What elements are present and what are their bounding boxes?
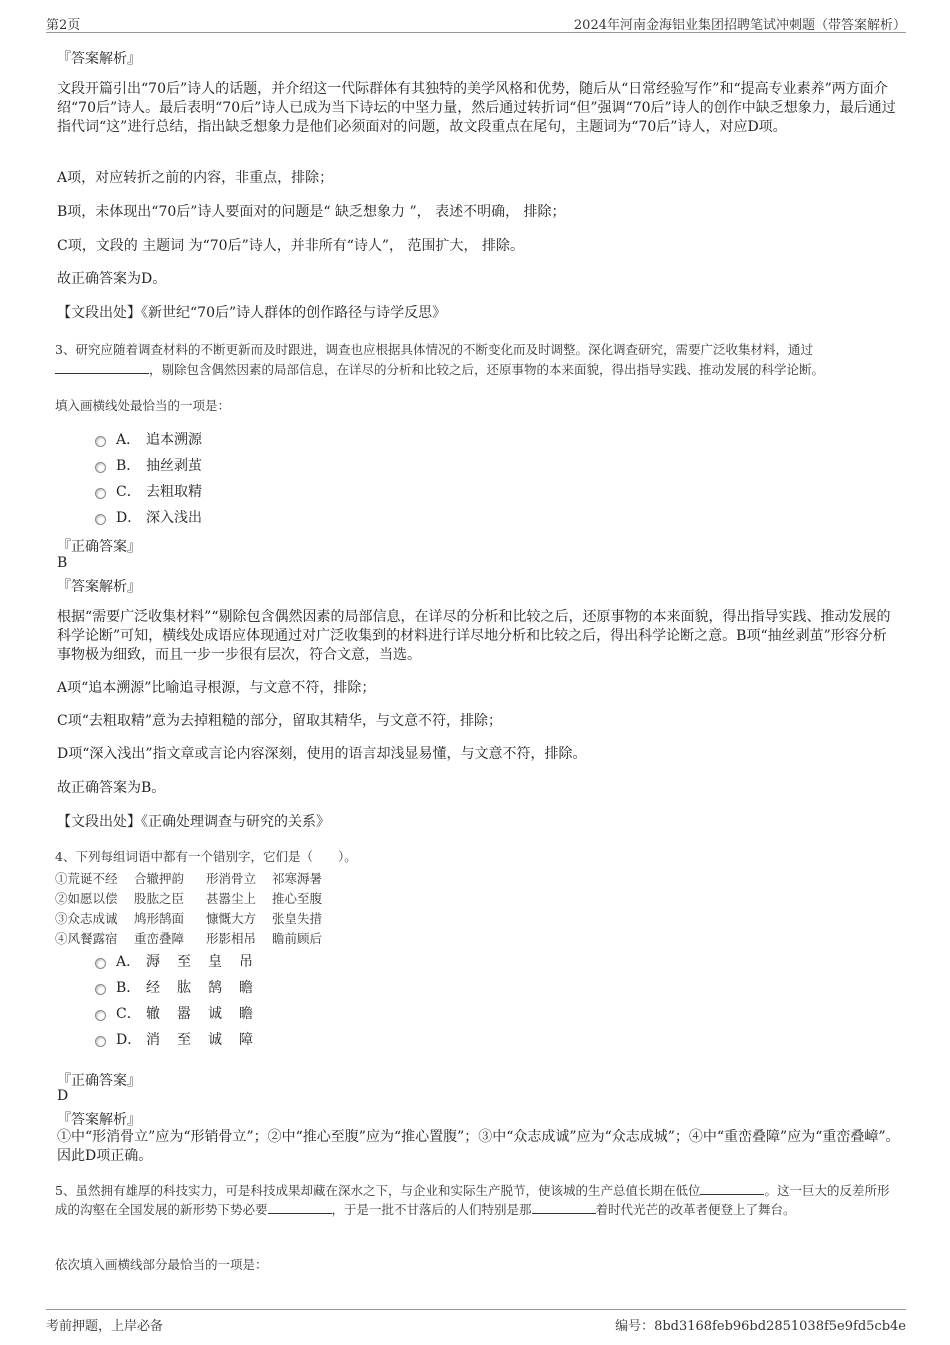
answer-blank [268,1201,332,1214]
q5-prompt: 依次填入画横线部分最恰当的一项是： [55,1257,268,1272]
document-title: 2024年河南金海铝业集团招聘笔试冲刺题（带答案解析） [573,18,906,33]
q2-option-c-analysis: C项，文段的 主题词 为“70后”诗人，并非所有“诗人”， 范围扩大， 排除。 [57,238,524,254]
page-header [46,12,906,33]
q3-stem: 3、研究应随着调查材料的不断更新而及时跟进，调查也应根据具体情况的不断变化而及时调整。深化调查研究，需要广泛收集材料，通过 ，剔除包含偶然因素的局部信息，在详尽的分析和比较之后，还原事物的本来面貌，得出指导实践、推动发展的科学论断。 [55,342,825,377]
q2-option-b-analysis: B项，未体现出“70后”诗人要面对的问题是“ 缺乏想象力 ”， 表述不明确， 排除； [57,204,566,220]
q3-option-c-analysis: C项“去粗取精”意为去掉粗糙的部分，留取其精华，与文意不符，排除； [57,713,503,729]
q4-option-d[interactable]: D． 消 至 诚 障 [95,1029,270,1049]
radio-button[interactable] [95,1036,106,1047]
q4-word-row: ③众志成诚 鸠形鹄面 慷慨大方 张皇失措 [55,911,323,926]
radio-button[interactable] [95,514,106,525]
q3-analysis: 根据“需要广泛收集材料”“剔除包含偶然因素的局部信息，在详尽的分析和比较之后，还原事物的本来面貌，得出指导实践、推动发展的科学论断”可知，横线处成语应体现通过对广泛收集到的材料进行详尽地分析和比较之后，得出科学论断之意。B项“抽丝剥茧”形容分析事物极为细致，而且一步一步很有层次，符合文意，当选。 [57,609,891,663]
analysis-tag: 『答案解析』 [57,51,141,67]
q2-option-a-analysis: A项，对应转折之前的内容，非重点，排除； [57,170,334,186]
q4-option-a[interactable]: A． 溽 至 皇 吊 [95,951,270,971]
q5-stem: 5、虽然拥有雄厚的科技实力，可是科技成果却藏在深水之下，与企业和实际生产脱节，使该城的生产总值长期在低位 。这一巨大的反差所形成的沟壑在全国发展的新形势下势必要 ，于是一批不甘落后的人们特别是那 着时代光芒的改革者便登上了舞台。 [55,1183,890,1217]
answer-blank [532,1201,596,1214]
q4-word-row: ④风餐露宿 重峦叠障 形影相吊 瞻前顾后 [55,931,323,946]
radio-button[interactable] [95,984,106,995]
q3-prompt: 填入画横线处最恰当的一项是： [55,398,231,413]
radio-button[interactable] [95,436,106,447]
footer-slogan: 考前押题，上岸必备 [46,1319,164,1334]
q4-stem: 4、下列每组词语中都有一个错别字，它们是（ ）。 [55,849,357,864]
q4-option-b[interactable]: B． 经 肱 鹄 瞻 [95,977,270,997]
q3-option-b[interactable]: B． 抽丝剥茧 [95,455,202,475]
q4-word-row: ①荒诞不经 合辙押韵 形消骨立 祁寒溽暑 [55,871,323,886]
q3-option-d[interactable]: D． 深入浅出 [95,507,202,527]
q3-option-a-analysis: A项“追本溯源”比喻追寻根源，与文意不符，排除； [57,680,376,696]
page-number: 第2页 [46,18,81,33]
q2-source: 【文段出处】《新世纪“70后”诗人群体的创作路径与诗学反思》 [57,305,447,321]
correct-answer-tag: 『正确答案』 [57,1073,141,1089]
radio-button[interactable] [95,488,106,499]
correct-answer-tag: 『正确答案』 [57,539,141,555]
answer-blank [700,1182,764,1195]
q3-answer: B [57,555,68,571]
page-footer [46,1309,906,1340]
document-id: 编号：8bd3168feb96bd2851038f5e9fd5cb4e [615,1319,906,1334]
answer-blank [55,361,149,374]
q4-analysis: ①中“形消骨立”应为“形销骨立”；②中“推心至腹”应为“推心置腹”；③中“众志成诚”应为“众志成城”；④中“重峦叠障”应为“重峦叠嶂”。因此D项正确。 [57,1129,900,1164]
radio-button[interactable] [95,1010,106,1021]
analysis-tag: 『答案解析』 [57,1112,141,1128]
q3-option-d-analysis: D项“深入浅出”指文章或言论内容深刻，使用的语言却浅显易懂，与文意不符，排除。 [57,746,587,762]
radio-button[interactable] [95,958,106,969]
q4-answer: D [57,1088,69,1104]
q4-word-row: ②如愿以偿 股肱之臣 甚嚣尘上 推心至腹 [55,891,323,906]
q4-option-c[interactable]: C． 辙 嚣 诚 瞻 [95,1003,270,1023]
q3-source: 【文段出处】《正确处理调查与研究的关系》 [57,814,330,830]
q2-analysis: 文段开篇引出“70后”诗人的话题，并介绍这一代际群体有其独特的美学风格和优势，随后从“日常经验写作”和“提高专业素养”两方面介绍“70后”诗人。最后表明“70后”诗人已成为当下诗坛的中坚力量，然后通过转折词“但”强调“70后”诗人的创作中缺乏想象力，最后通过指代词“这”进行总结，指出缺乏想象力是他们必须面对的问题，故文段重点在尾句，主题词为“70后”诗人，对应D项。 [57,81,896,135]
q3-option-a[interactable]: A． 追本溯源 [95,429,202,449]
radio-button[interactable] [95,462,106,473]
q2-conclusion: 故正确答案为D。 [57,271,167,287]
q3-conclusion: 故正确答案为B。 [57,780,166,796]
q3-option-c[interactable]: C． 去粗取精 [95,481,202,501]
analysis-tag: 『答案解析』 [57,579,141,595]
